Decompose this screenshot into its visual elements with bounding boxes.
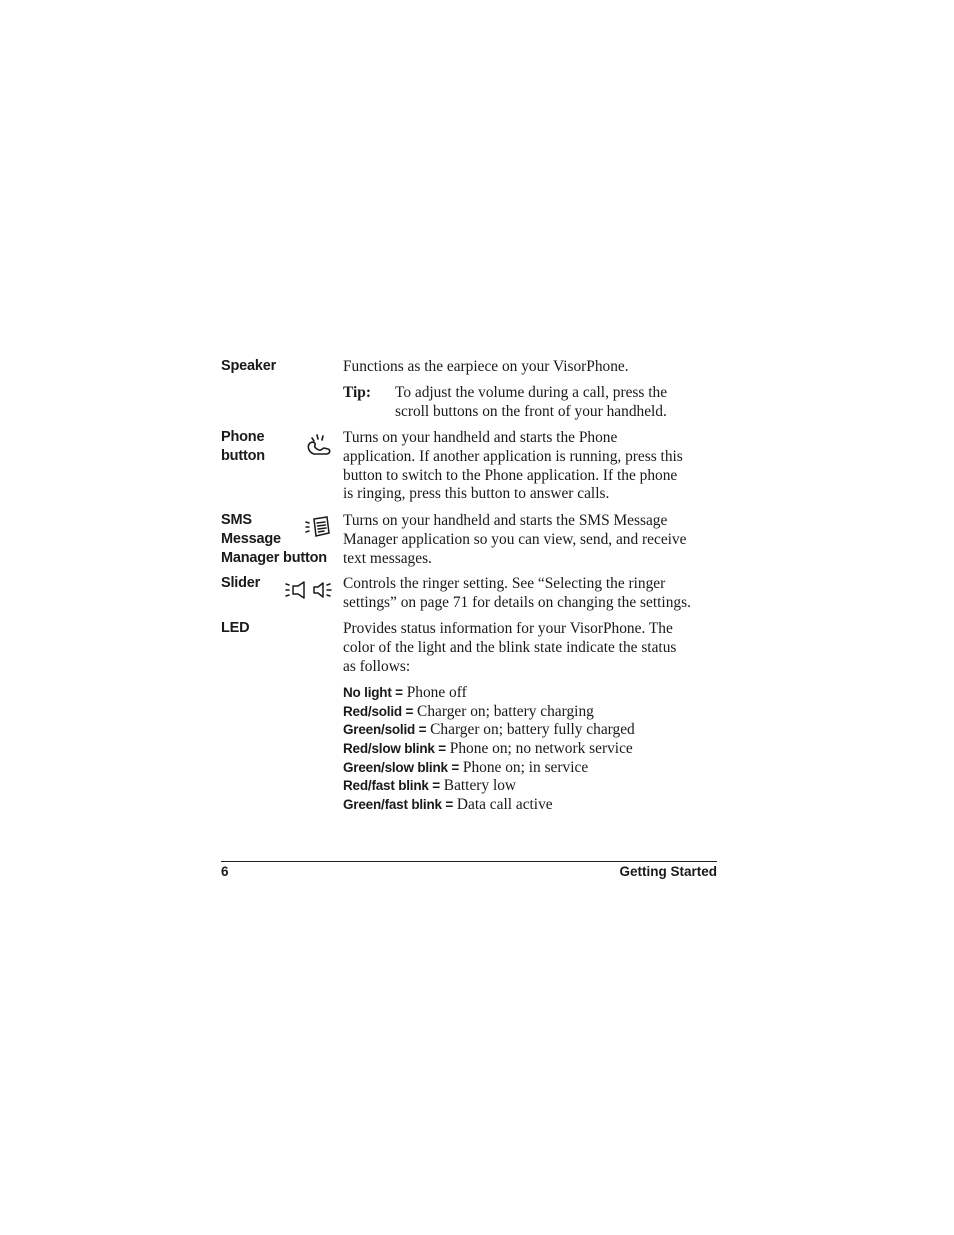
slider-description: Controls the ringer setting. See “Selecting the ringer settings” on page 71 for details on changing the settings. <box>343 575 691 611</box>
section-title: Getting Started <box>619 864 717 879</box>
list-item: Green/solid = Charger on; battery fully charged <box>343 721 635 739</box>
list-item: Green/slow blink = Phone on; in service <box>343 758 589 776</box>
tip-text: To adjust the volume during a call, press the scroll buttons on the front of your handheld. <box>395 384 668 420</box>
slider-label: Slider <box>221 575 261 591</box>
list-item: Red/slow blink = Phone on; no network service <box>343 740 633 758</box>
led-status-list <box>343 684 723 815</box>
tip-label: Tip: <box>343 384 371 401</box>
list-item: Green/fast blink = Data call active <box>343 796 553 814</box>
phone-button-label: Phone button <box>221 429 265 464</box>
list-item: Red/solid = Charger on; battery charging <box>343 702 594 720</box>
footer-divider <box>221 861 717 862</box>
speaker-label: Speaker <box>221 358 277 374</box>
sms-button-description: Turns on your handheld and starts the SMS Message Manager application so you can view, send, and receive text messages. <box>343 512 687 567</box>
phone-handset-icon <box>304 434 334 458</box>
list-item: No light = Phone off <box>343 684 467 701</box>
led-label: LED <box>221 620 250 636</box>
list-item: Red/fast blink = Battery low <box>343 777 517 795</box>
led-description: Provides status information for your VisorPhone. The color of the light and the blink state indicate the status as follows: <box>343 620 677 675</box>
sms-message-icon <box>305 515 333 539</box>
speaker-description: Functions as the earpiece on your VisorPhone. <box>343 358 629 375</box>
phone-button-description: Turns on your handheld and starts the Phone application. If another application is running, press this button to switch to the Phone application. If the phone is ringing, press this button to answer calls. <box>343 429 683 503</box>
page-number: 6 <box>221 864 229 879</box>
ringer-slider-icon <box>285 579 333 601</box>
sms-button-label: SMS Message Manager button <box>221 512 327 566</box>
